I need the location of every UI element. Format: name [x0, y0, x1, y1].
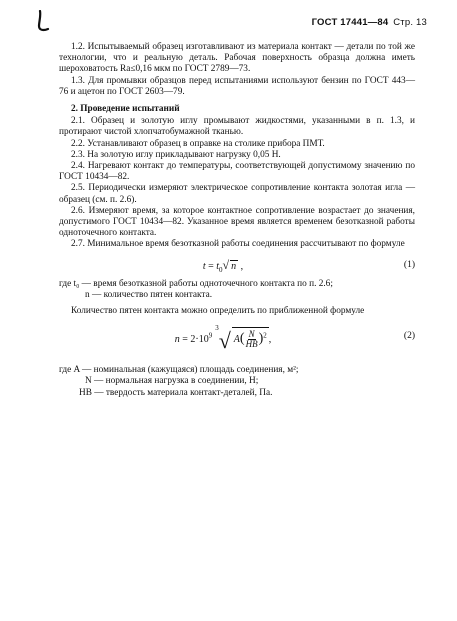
formula-1-radicand: n — [231, 260, 237, 272]
formula-1-equals: = — [205, 260, 217, 272]
definition-n: n — количество пятен контакта. — [85, 289, 213, 300]
paragraph-2-1: 2.1. Образец и золотую иглу промывают жидкостями, указанными в п. 1.3, и протирают чистой хлопчатобумажной тканью. — [59, 116, 415, 138]
paragraph-2-7: 2.7. Минимальное время безотказной работы соединения рассчитывают по формуле — [71, 239, 405, 250]
formula-2-coefficient: = 2·10 — [179, 334, 209, 346]
paragraph-2-4: 2.4. Нагревают контакт до температуры, соответствующей допустимому значению по ГОСТ 10434—82. — [59, 161, 415, 183]
equation-number-1: (1) — [403, 259, 415, 270]
paragraph-contact-count: Количество пятен контакта можно определить по приближенной формуле — [71, 306, 365, 317]
corner-mark-icon — [36, 10, 50, 32]
formula-2-denominator: HB — [245, 339, 258, 350]
formula-1-expression — [59, 257, 387, 276]
formula-1-tail: , — [238, 260, 244, 272]
formula-2-numerator: N — [248, 329, 255, 340]
standard-number: ГОСТ 17441—84 — [311, 17, 389, 28]
formula-2 — [59, 319, 415, 359]
definition-load: N — нормальная нагрузка в соединении, Н; — [85, 376, 259, 387]
formula-1-factor: t — [216, 260, 220, 272]
definition-t0: где t₀ — время безотказной работы одноточечного контакта по п. 2.6; — [59, 278, 333, 289]
formula-1-subscript: 0 — [219, 265, 223, 274]
formula-1 — [59, 255, 415, 277]
formula-1-lhs: t — [202, 260, 206, 272]
sqrt-icon: √ — [222, 257, 230, 272]
page-number: Стр. 13 — [393, 17, 427, 28]
equation-number-2: (2) — [403, 331, 415, 342]
formula-2-exponent: 9 — [208, 331, 213, 340]
formula-2-tail: , — [268, 334, 272, 346]
paragraph-2-2: 2.2. Устанавливают образец в оправке на столике прибора ПМТ. — [71, 138, 325, 149]
formula-2-fraction — [246, 330, 258, 349]
paragraph-1-3: 1.3. Для промывки образцов перед испытаниями используют бензин по ГОСТ 443—76 и ацетон по ГОСТ 2603—79. — [59, 75, 415, 97]
formula-2-area: A — [233, 334, 240, 346]
formula-2-definitions — [59, 365, 415, 399]
cube-root-icon: √ — [218, 328, 231, 354]
paragraph-2-5: 2.5. Периодически измеряют электрическое сопротивление контакта золотая игла — образец (см. п. 2.6). — [59, 183, 415, 205]
page-header — [312, 17, 427, 28]
document-body — [59, 42, 415, 399]
formula-2-expression: $n = 2\cdot 10^{93}√$ A( $\frac{N}{HB}$ )$^2$ , — [174, 324, 272, 354]
section-heading: 2. Проведение испытаний — [71, 104, 180, 115]
definition-area: где A — номинальная (кажущаяся) площадь соединения, м²; — [59, 365, 299, 376]
formula-2-power: 2 — [263, 331, 267, 340]
paragraph-2-6: 2.6. Измеряют время, за которое контактное сопротивление возрастает до значения, допустимого ГОСТ 10434—82. Указанное время является временем безотказной работы одноточечного контакта. — [59, 205, 415, 239]
formula-1-definitions — [59, 279, 415, 301]
paragraph-1-2: 1.2. Испытываемый образец изготавливают из материала контакт — детали по той же технологии, что и реальную деталь. Рабочая поверхность образца должна иметь шероховатость Ra≤0,16 мкм по ГОСТ 2789—73. — [59, 42, 415, 75]
definition-hardness: HB — твердость материала контакт-деталей, Па. — [79, 387, 273, 398]
formula-2-root-index: 3 — [215, 324, 219, 333]
paragraph-2-3: 2.3. На золотую иглу прикладывают нагрузку 0,05 Н. — [71, 149, 281, 160]
formula-2-lhs: n — [174, 334, 180, 346]
